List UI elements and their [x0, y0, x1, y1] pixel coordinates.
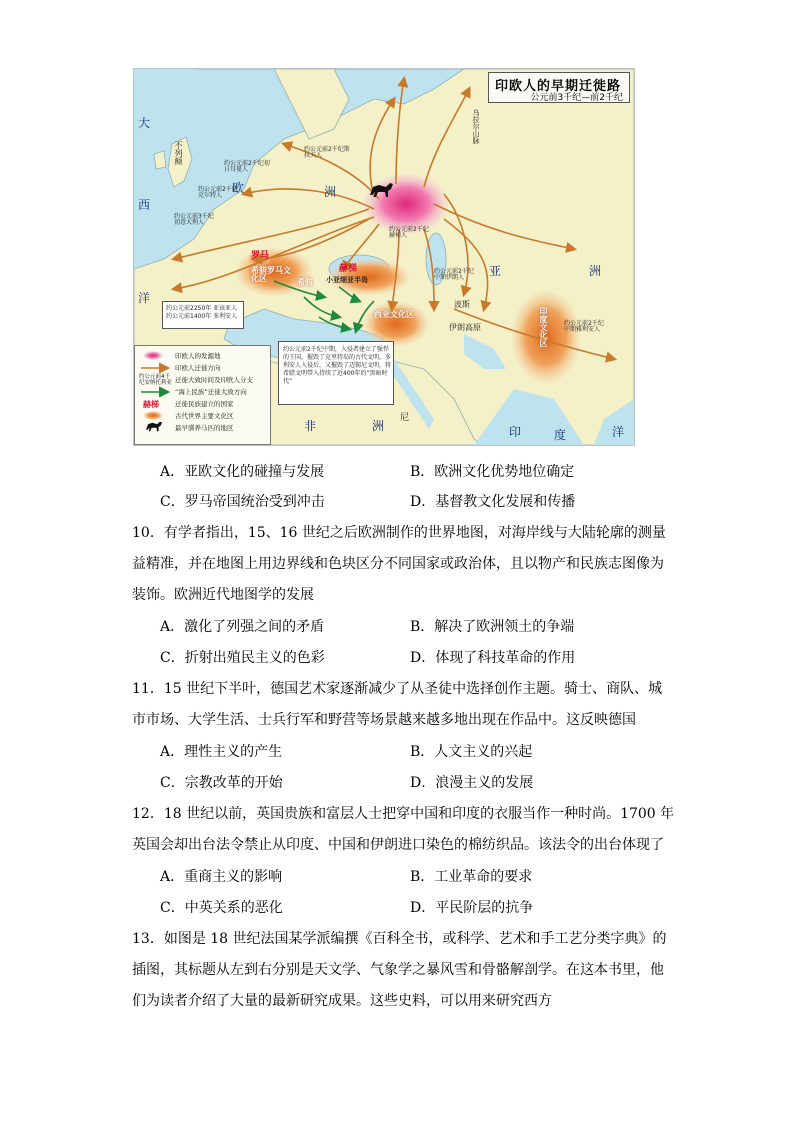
- legend-item-origin: 印欧人的发源地: [139, 350, 269, 361]
- note-box: [278, 341, 394, 405]
- label-atlantic-2: 西: [138, 198, 151, 212]
- q12-stem-line-2: 英国会却出台法令禁止从印度、中国和伊朗进口染色的棉纺织品。该法令的出台体现了: [132, 837, 664, 853]
- q10-option-b[interactable]: B．解决了欧洲领土的争端: [410, 619, 575, 635]
- q10-option-c[interactable]: C．折射出殖民主义的色彩: [160, 650, 325, 666]
- note-india: 约公元前2千纪中期雅利安人: [564, 320, 604, 333]
- note-anatolia: 约公元前2千纪赫梯人: [389, 226, 429, 239]
- q11-option-d[interactable]: D．浪漫主义的发展: [410, 775, 534, 791]
- label-iran: 伊朗高原: [449, 323, 481, 332]
- note-north: 约公元前2千纪斯拉夫人: [304, 146, 350, 159]
- label-nile: 尼: [400, 413, 410, 423]
- legend-item-sea-peoples: “海上民族”迁徙大致方向: [175, 388, 247, 396]
- label-persia: 波斯: [454, 300, 470, 309]
- label-atlantic-1: 大: [138, 116, 151, 130]
- legend-item-horse: 最早驯养马匹的地区: [139, 422, 269, 433]
- q13-stem-line-2: 插图，其标题从左到右分别是天文学、气象学之暴风雪和骨骼解剖学。在这本书里，他: [132, 962, 664, 978]
- label-greece: 希腊: [297, 278, 313, 287]
- note-box-text: 约公元前2千纪中期，入侵者建立了强悍的王国，摧毁了克里特岛的古代文明。多利安人入侵后，又摧毁了迈锡尼文明，将希腊文明带入持续了近400年的“黑暗时代”: [283, 346, 392, 386]
- map-legend: [134, 345, 271, 445]
- label-indian-3: 洋: [612, 425, 625, 439]
- label-asia-1: 亚: [489, 264, 502, 278]
- label-ural: 乌拉尔山脉: [472, 109, 480, 144]
- q13-stem-line-1: 13．如图是 18 世纪法国某学派编撰《百科全书，或科学、艺术和手工艺分类字典》的: [132, 931, 667, 947]
- horse-icon: [139, 422, 171, 433]
- label-britain: 不列颠: [174, 141, 183, 165]
- map-subtitle: 公元前3千纪—前2千纪: [530, 93, 623, 103]
- label-india-region: 印度文化区: [539, 307, 548, 347]
- q10-stem-line-2: 益精准，并在地图上用边界线和色块区分不同国家或政治体，且以物产和民族志图像为: [132, 556, 664, 572]
- note-greece-box: [162, 301, 244, 329]
- label-africa-1: 非: [304, 419, 317, 433]
- label-greek-roman: 希腊罗马文化区: [251, 266, 291, 283]
- q12-stem-line-1: 12．18 世纪以前，英国贵族和富层人士把穿中国和印度的衣服当作一种时尚。1700 年: [132, 806, 675, 822]
- q11-stem-line-2: 市市场、大学生活、士兵行军和野营等场景越来越多地出现在作品中。这反映德国: [132, 712, 636, 728]
- note-italy: 约公元前2千纪克尔特人: [198, 186, 238, 199]
- note-britain: 约公元前2千纪初日耳曼人: [224, 160, 270, 173]
- q10-stem-line-3: 装饰。欧洲近代地图学的发展: [132, 587, 314, 603]
- q10-option-a[interactable]: A．激化了列强之间的矛盾: [160, 619, 325, 635]
- q12-option-d[interactable]: D．平民阶层的抗争: [410, 900, 534, 916]
- label-rome: 罗马: [251, 251, 270, 261]
- q12-option-c[interactable]: C．中英关系的恶化: [160, 900, 283, 916]
- label-indian-1: 印: [509, 425, 522, 439]
- legend-item-culture: 古代世界主要文化区: [139, 410, 269, 421]
- q11-option-a[interactable]: A．理性主义的产生: [160, 744, 283, 760]
- q9-option-d[interactable]: D．基督教文化发展和传播: [410, 494, 576, 510]
- label-europe-1: 欧: [232, 181, 245, 195]
- map-title-box: [488, 72, 630, 103]
- migration-map: [133, 68, 635, 446]
- q11-option-b[interactable]: B．人文主义的兴起: [410, 744, 533, 760]
- q9-option-c[interactable]: C．罗马帝国统治受到冲击: [160, 494, 325, 510]
- label-west-asia: 西亚文化区: [374, 310, 414, 319]
- legend-item-state: 赫梯 迁徙民族建立的国家: [143, 400, 234, 409]
- q9-option-b[interactable]: B．欧洲文化优势地位确定: [410, 464, 575, 480]
- q11-stem-line-1: 11．15 世纪下半叶，德国艺术家逐渐减少了从圣徒中选择创作主题。骑士、商队、城: [132, 681, 663, 697]
- q11-option-c[interactable]: C．宗教改革的开始: [160, 775, 283, 791]
- q10-stem-line-1: 10．有学者指出，15、16 世纪之后欧洲制作的世界地图，对海岸线与大陆轮廓的测量: [132, 525, 666, 541]
- q12-option-a[interactable]: A．重商主义的影响: [160, 869, 283, 885]
- label-africa-2: 洲: [372, 419, 385, 433]
- label-indian-2: 度: [554, 428, 567, 442]
- label-hittite: 赫梯: [339, 264, 358, 274]
- note-greece: 约公元前2250年 亚该亚人 约公元前1400年 多利安人: [166, 305, 238, 321]
- q9-option-a[interactable]: A．亚欧文化的碰撞与发展: [160, 464, 325, 480]
- legend-item-direction: 印欧人迁徙方向: [175, 364, 221, 372]
- q12-option-b[interactable]: B．工业革命的要求: [410, 869, 533, 885]
- note-iran: 约公元前2千纪中期伊朗人: [434, 268, 474, 281]
- label-europe-2: 洲: [324, 185, 337, 199]
- q10-option-d[interactable]: D．体现了科技革命的作用: [410, 650, 576, 666]
- map-title: 印欧人的早期迁徙路: [495, 79, 622, 94]
- label-asia-minor: 小亚细亚半岛: [326, 276, 368, 284]
- note-iberia: 约公元前3千纪初意大利人: [174, 213, 214, 226]
- label-atlantic-3: 洋: [138, 291, 151, 305]
- q13-stem-line-3: 们为读者介绍了大量的最新研究成果。这些史料，可以用来研究西方: [132, 993, 552, 1009]
- label-asia-2: 洲: [589, 264, 602, 278]
- legend-item-time: 约公元前4千纪安纳托利亚 迁徙大致时间及印欧人分支: [139, 374, 253, 386]
